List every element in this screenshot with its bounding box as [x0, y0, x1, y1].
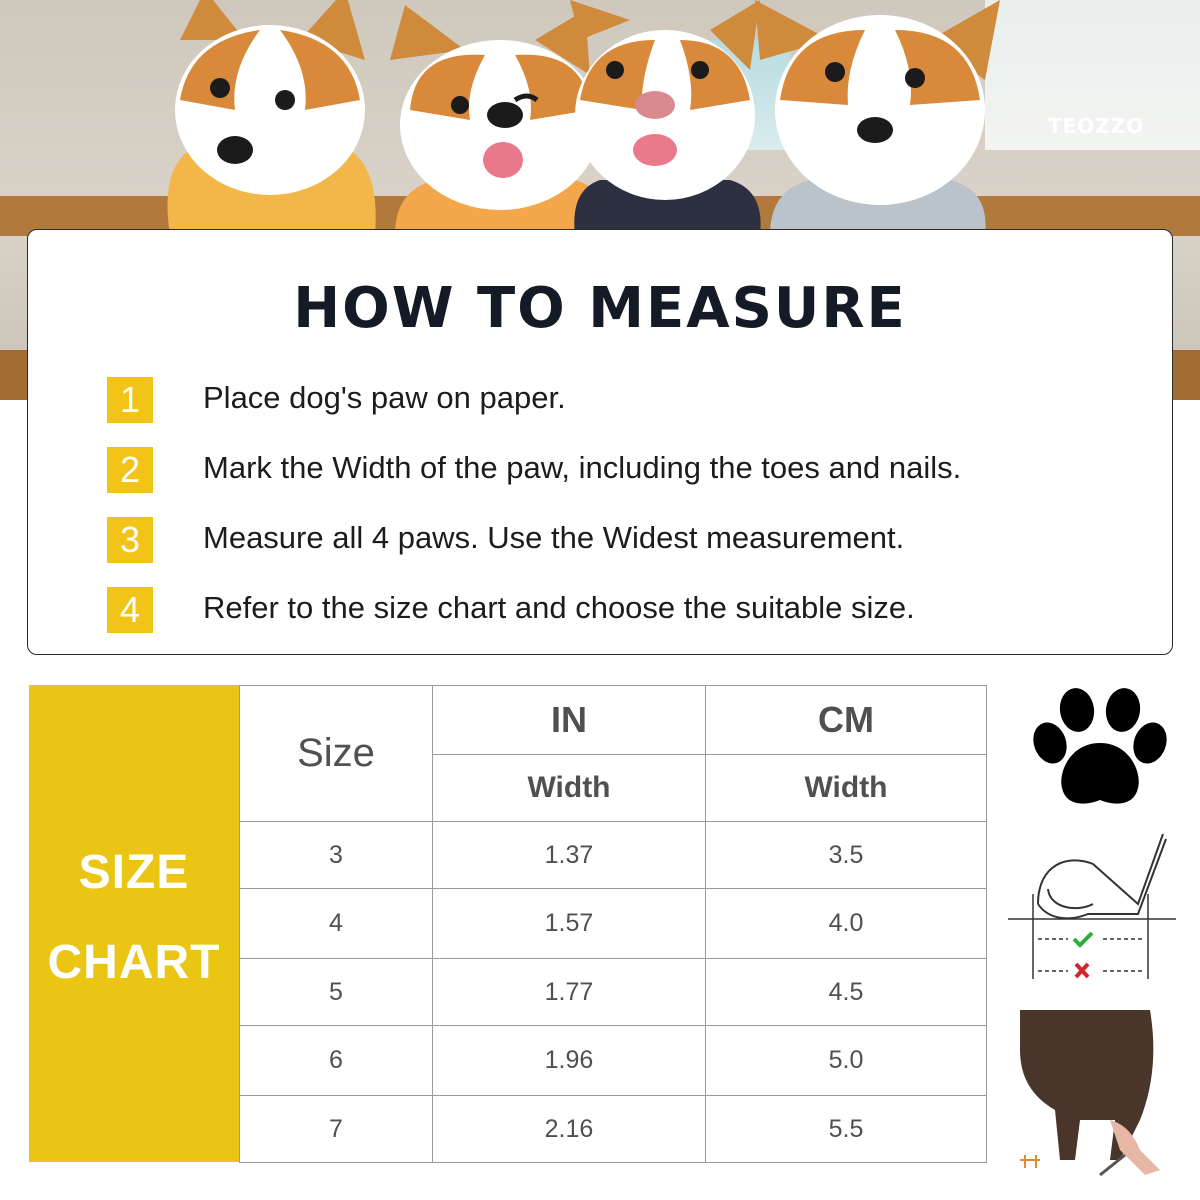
- size-chart-label-line2: CHART: [47, 936, 221, 989]
- cell-in: 1.57: [433, 889, 706, 959]
- step-1: [107, 377, 1157, 423]
- step-3: [107, 517, 1157, 563]
- step-number-badge: 2: [107, 447, 153, 493]
- step-number-badge: 4: [107, 587, 153, 633]
- table-row: [240, 1096, 987, 1163]
- size-chart-label-line1: SIZE: [78, 846, 190, 899]
- step-number-badge: 3: [107, 517, 153, 563]
- cell-in: 2.16: [433, 1096, 706, 1163]
- cell-cm: 3.5: [706, 822, 987, 889]
- cell-size: 4: [240, 889, 433, 959]
- cell-size: 7: [240, 1096, 433, 1163]
- cell-cm: 4.5: [706, 959, 987, 1026]
- step-text: Place dog's paw on paper.: [203, 380, 566, 415]
- corgi-puppy-3: [560, 0, 770, 235]
- step-text: Measure all 4 paws. Use the Widest measurement.: [203, 520, 905, 555]
- table-row: [240, 822, 987, 889]
- cell-cm: 5.5: [706, 1096, 987, 1163]
- cell-cm: 5.0: [706, 1026, 987, 1096]
- step-4: [107, 587, 1157, 633]
- header-width-in: Width: [433, 755, 706, 822]
- cell-in: 1.96: [433, 1026, 706, 1096]
- paw-width-diagram-icon: [1008, 834, 1176, 984]
- header-unit-in: IN: [433, 686, 706, 755]
- step-2: [107, 447, 1157, 493]
- dog-paw-measuring-photo: [1020, 1010, 1162, 1180]
- header-unit-cm: CM: [706, 686, 987, 755]
- step-number-badge: 1: [107, 377, 153, 423]
- corgi-puppy-1: [150, 0, 390, 235]
- size-chart-label-panel: [29, 685, 239, 1162]
- cell-size: 3: [240, 822, 433, 889]
- step-text: Mark the Width of the paw, including the toes and nails.: [203, 450, 962, 485]
- cell-in: 1.37: [433, 822, 706, 889]
- cell-size: 5: [240, 959, 433, 1026]
- header-size: Size: [240, 686, 433, 822]
- table-row: [240, 889, 987, 959]
- corgi-puppy-4: [740, 0, 1010, 235]
- brand-logo: TEOZZO: [1048, 114, 1145, 138]
- cell-in: 1.77: [433, 959, 706, 1026]
- paw-print-icon: [1030, 688, 1170, 813]
- card-title: HOW TO MEASURE: [293, 276, 907, 341]
- table-row: [240, 959, 987, 1026]
- table-row: [240, 1026, 987, 1096]
- header-width-cm: Width: [706, 755, 987, 822]
- cell-cm: 4.0: [706, 889, 987, 959]
- cell-size: 6: [240, 1026, 433, 1096]
- step-text: Refer to the size chart and choose the suitable size.: [203, 590, 915, 625]
- size-table: [239, 685, 987, 1163]
